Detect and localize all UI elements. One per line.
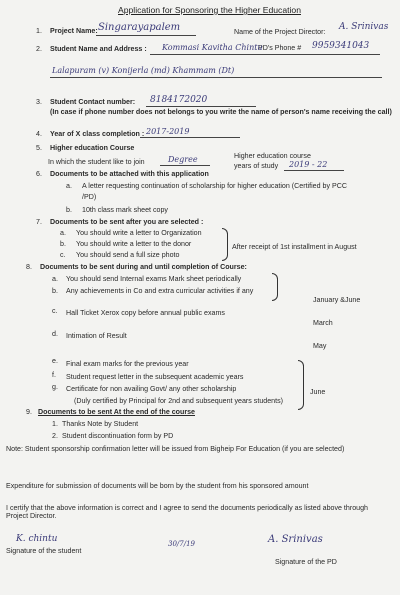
- item2-number: 2.: [36, 45, 42, 53]
- pd-signature: A. Srinivas: [268, 534, 323, 545]
- certify-text: I certify that the above information is correct and I agree to send the documents periodically as listed above through Project Director.: [6, 504, 368, 521]
- course-value: Degree: [168, 155, 198, 164]
- item8-number: 8.: [26, 263, 32, 271]
- item1-number: 1.: [36, 27, 42, 35]
- years-label-2: years of study: [234, 162, 279, 170]
- pd-signature-label: Signature of the PD: [275, 558, 337, 566]
- end-of-course-heading: Documents to be sent At the end of the course: [38, 408, 195, 416]
- item8-c-text: Hall Ticket Xerox copy before annual public exams: [66, 309, 225, 317]
- contact-value: 8184172020: [150, 95, 208, 105]
- contact-note: (In case if phone number does not belongs to you write the name of person's name receiving the call): [50, 108, 392, 116]
- x-class-label: Year of X class completion :: [50, 130, 145, 138]
- item9-1-mark: 1.: [52, 420, 58, 428]
- contact-label: Student Contact number:: [50, 98, 136, 106]
- sponsorship-note: Note: Student sponsorship confirmation letter will be issued from Bigheip For Education (if you are selected): [6, 445, 345, 453]
- item4-number: 4.: [36, 130, 42, 138]
- item7-b-text: You should write a letter to the donor: [76, 240, 192, 248]
- course-line: [160, 165, 210, 166]
- selected-heading: Documents to be sent after you are selected :: [50, 218, 204, 226]
- attach-heading: Documents to be attached with this application: [50, 170, 209, 178]
- item8-a-text: You should send Internal exams Mark sheet periodically: [66, 275, 242, 283]
- item8-d-text: Intimation of Result: [66, 332, 127, 340]
- item6-a-text-2: /PD): [82, 193, 97, 201]
- project-name-line: [96, 35, 196, 36]
- course-join-label: In which the student like to join: [48, 158, 145, 166]
- pd-phone-value: 9959341043: [312, 41, 370, 51]
- student-name-line: [150, 54, 380, 55]
- pd-phone-label: PD's Phone #: [258, 44, 302, 52]
- item8-c-mark: c.: [52, 307, 58, 315]
- student-address-value: Lalapuram (v) Konijerla (md) Khammam (Dt): [52, 66, 235, 75]
- student-signature: K. chintu: [16, 534, 58, 544]
- item6-a-mark: a.: [66, 182, 72, 190]
- may-label: May: [313, 342, 327, 350]
- item7-number: 7.: [36, 218, 42, 226]
- item8-e-mark: e.: [52, 357, 58, 365]
- item8-ab-brace: [272, 273, 278, 301]
- item7-a-text: You should write a letter to Organization: [76, 229, 202, 237]
- years-value: 2019 - 22: [289, 160, 328, 169]
- course-label: Higher education Course: [50, 144, 135, 152]
- student-name-label: Student Name and Address :: [50, 45, 147, 53]
- item8-d-mark: d.: [52, 330, 58, 338]
- item5-number: 5.: [36, 144, 42, 152]
- item8-b-text: Any achievements in Co and extra curricular activities if any: [66, 287, 254, 295]
- during-heading: Documents to be sent during and until completion of Course:: [40, 263, 247, 271]
- project-name-label: Project Name:: [50, 27, 98, 35]
- item9-2-text: Student discontinuation form by PD: [62, 432, 174, 440]
- june-label: June: [310, 388, 326, 396]
- item8-e-text: Final exam marks for the previous year: [66, 360, 189, 368]
- item7-b-mark: b.: [60, 240, 66, 248]
- item9-number: 9.: [26, 408, 32, 416]
- item8-g-text: Certificate for non availing Govt/ any other scholarship: [66, 385, 237, 393]
- item8-b-mark: b.: [52, 287, 58, 295]
- item8-g-text-2: (Duly certified by Principal for 2nd and subsequent years students): [74, 397, 283, 405]
- item7-c-mark: c.: [60, 251, 66, 259]
- march-label: March: [313, 319, 333, 327]
- item3-number: 3.: [36, 98, 42, 106]
- student-name-value: Kommasi Kavitha Chintu: [162, 43, 263, 52]
- after-installment-text: After receipt of 1st installment in August: [232, 243, 357, 251]
- student-signature-label: Signature of the student: [6, 547, 82, 555]
- director-label: Name of the Project Director:: [234, 28, 326, 36]
- item8-f-mark: f.: [52, 371, 56, 379]
- project-name-value: Singarayapalem: [98, 22, 181, 33]
- date-handwritten: 30/7/19: [168, 540, 195, 548]
- item8-f-text: Student request letter in the subsequent academic years: [66, 373, 244, 381]
- director-value: A. Srinivas: [339, 22, 389, 32]
- address-line: [50, 77, 382, 78]
- item6-a-text: A letter requesting continuation of scholarship for higher education (Certified by PCC: [82, 182, 347, 190]
- page-title: Application for Sponsoring the Higher Education: [118, 5, 301, 15]
- jan-june-label: January &June: [313, 296, 361, 304]
- contact-line: [146, 106, 256, 107]
- item9-2-mark: 2.: [52, 432, 58, 440]
- item7-c-text: You should send a full size photo: [76, 251, 180, 259]
- item6-b-text: 10th class mark sheet copy: [82, 206, 168, 214]
- years-label-1: Higher education course: [234, 152, 311, 160]
- item8-a-mark: a.: [52, 275, 58, 283]
- x-class-line: [140, 137, 240, 138]
- item6-b-mark: b.: [66, 206, 72, 214]
- item7-brace: [222, 228, 228, 261]
- item8-efg-brace: [298, 360, 304, 410]
- years-line: [284, 170, 344, 171]
- x-class-value: 2017-2019: [146, 127, 190, 136]
- item9-1-text: Thanks Note by Student: [62, 420, 139, 428]
- item8-g-mark: g.: [52, 383, 58, 391]
- expenditure-note: Expenditure for submission of documents will be born by the student from his sponsored amount: [6, 482, 309, 490]
- item7-a-mark: a.: [60, 229, 66, 237]
- item6-number: 6.: [36, 170, 42, 178]
